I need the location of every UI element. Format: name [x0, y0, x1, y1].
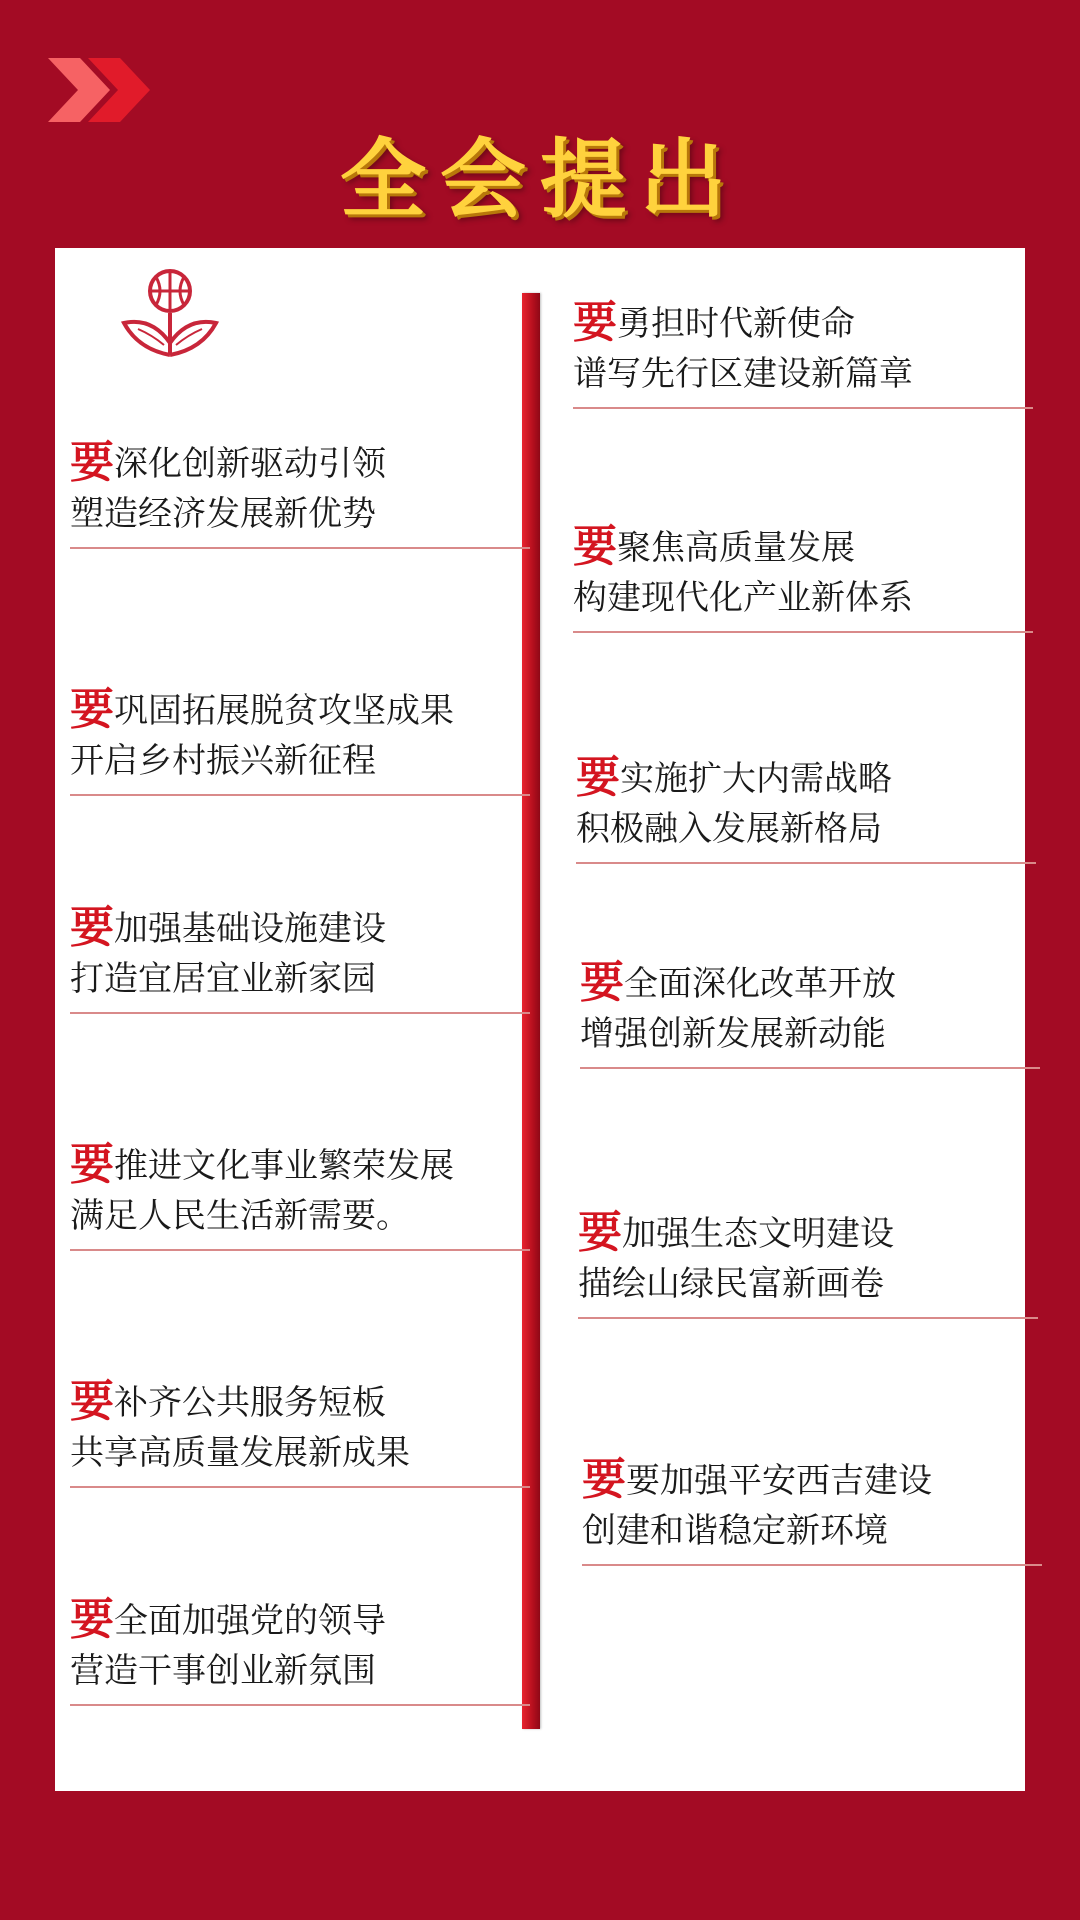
item-line2: 营造干事创业新氛围: [70, 1651, 376, 1691]
list-item: [576, 753, 1036, 864]
item-line2: 共享高质量发展新成果: [70, 1433, 410, 1473]
list-item: [70, 438, 530, 549]
item-line2: 打造宜居宜业新家园: [70, 959, 376, 999]
item-prefix: 要: [70, 1139, 114, 1190]
item-line2: 描绘山绿民富新画卷: [578, 1264, 884, 1304]
item-prefix: 要: [70, 437, 114, 488]
item-divider: [70, 1249, 530, 1251]
basketball-leaf-emblem-icon: [118, 265, 222, 360]
list-item: [70, 685, 530, 796]
item-divider: [70, 1704, 530, 1706]
item-prefix: 要: [578, 1207, 622, 1258]
item-line2: 增强创新发展新动能: [580, 1014, 886, 1054]
item-line2: 谱写先行区建设新篇章: [573, 354, 913, 394]
item-line1: 推进文化事业繁荣发展: [114, 1146, 454, 1186]
item-prefix: 要: [70, 1594, 114, 1645]
list-item: [582, 1455, 1042, 1566]
item-line2: 满足人民生活新需要。: [70, 1196, 410, 1236]
item-line2: 创建和谐稳定新环境: [582, 1511, 888, 1551]
item-prefix: 要: [70, 902, 114, 953]
list-item: [578, 1208, 1038, 1319]
list-item: [573, 298, 1033, 409]
item-divider: [70, 1012, 530, 1014]
item-divider: [573, 407, 1033, 409]
page-title: 全会提出: [340, 130, 740, 230]
item-divider: [578, 1317, 1038, 1319]
list-item: [70, 1377, 530, 1488]
list-item: [580, 958, 1040, 1069]
item-line2: 开启乡村振兴新征程: [70, 741, 376, 781]
item-divider: [580, 1067, 1040, 1069]
item-line1: 深化创新驱动引领: [114, 444, 386, 484]
item-line1: 全面加强党的领导: [114, 1601, 386, 1641]
item-divider: [582, 1564, 1042, 1566]
list-item: [70, 1595, 530, 1706]
item-prefix: 要: [580, 957, 624, 1008]
item-line1: 加强生态文明建设: [622, 1214, 894, 1254]
item-divider: [576, 862, 1036, 864]
item-line1: 聚焦高质量发展: [617, 528, 855, 568]
item-prefix: 要: [573, 297, 617, 348]
item-prefix: 要: [582, 1454, 626, 1505]
list-item: [70, 903, 530, 1014]
item-divider: [70, 547, 530, 549]
item-line2: 构建现代化产业新体系: [573, 578, 913, 618]
item-line1: 巩固拓展脱贫攻坚成果: [114, 691, 454, 731]
item-line2: 积极融入发展新格局: [576, 809, 882, 849]
item-prefix: 要: [70, 1376, 114, 1427]
item-line2: 塑造经济发展新优势: [70, 494, 376, 534]
item-line1: 勇担时代新使命: [617, 304, 855, 344]
item-prefix: 要: [576, 752, 620, 803]
item-prefix: 要: [573, 521, 617, 572]
item-line1: 要加强平安西吉建设: [626, 1461, 932, 1501]
item-line1: 补齐公共服务短板: [114, 1383, 386, 1423]
item-prefix: 要: [70, 684, 114, 735]
item-divider: [573, 631, 1033, 633]
item-line1: 加强基础设施建设: [114, 909, 386, 949]
item-line1: 实施扩大内需战略: [620, 759, 892, 799]
item-line1: 全面深化改革开放: [624, 964, 896, 1004]
list-item: [573, 522, 1033, 633]
item-divider: [70, 1486, 530, 1488]
item-divider: [70, 794, 530, 796]
list-item: [70, 1140, 530, 1251]
